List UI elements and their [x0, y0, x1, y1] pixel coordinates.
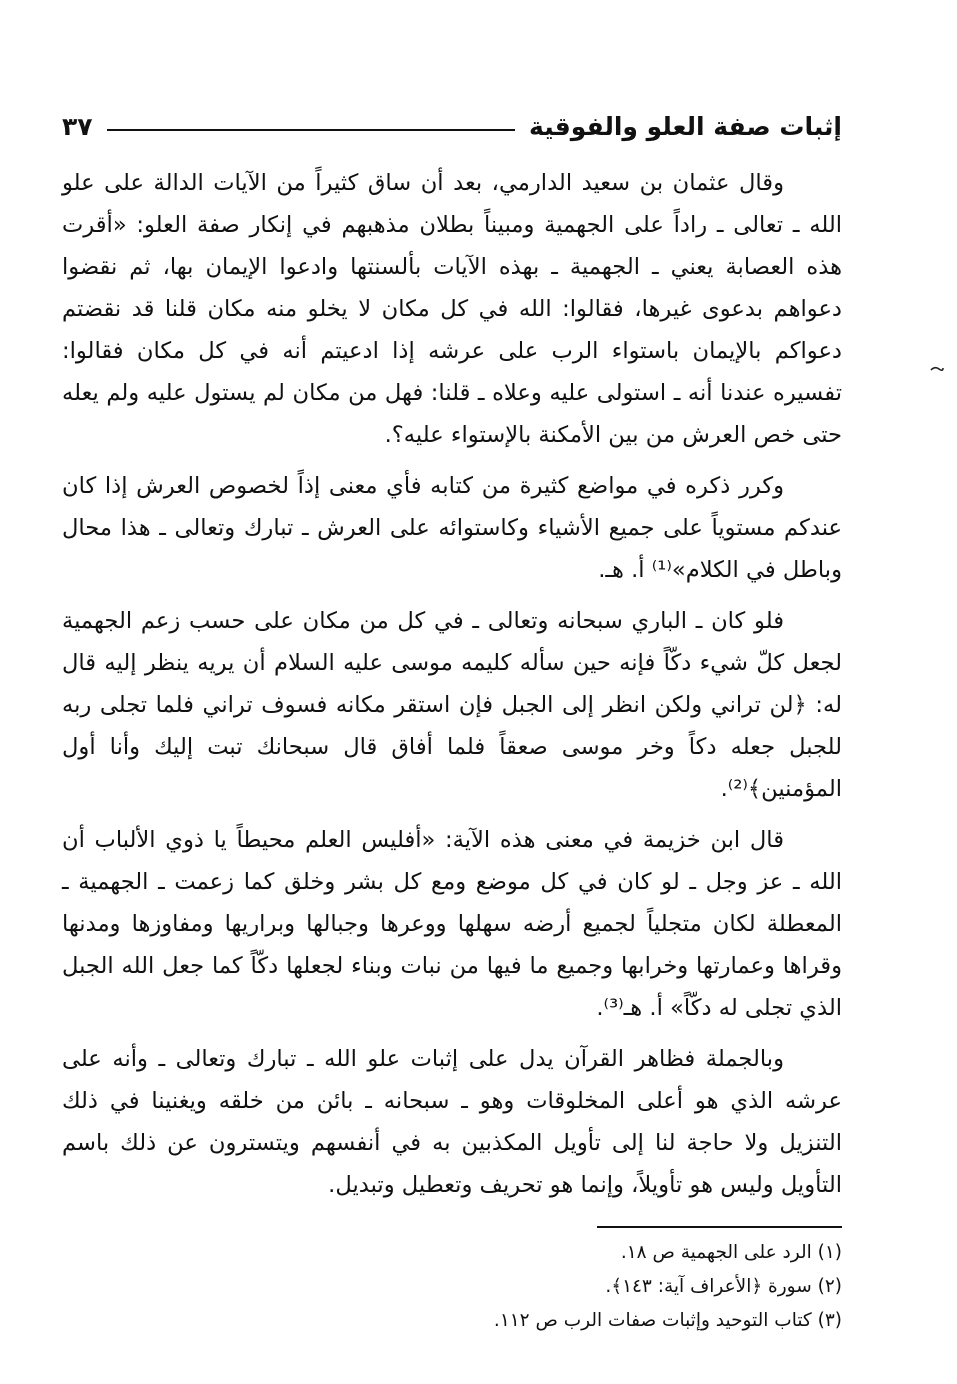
paragraph: فلو كان ـ الباري سبحانه وتعالى ـ في كل من مكان على حسب زعم الجهمية لجعل كلّ شيء دكّاً فإنه حين سأله كليمه موسى عليه السلام أن يريه ينظر إليه قال له: ﴿لن تراني ولكن انظر إلى الجبل فإن استقر مكانه فسوف تراني فلما تجلى ربه للجبل جعله دكاً وخر موسى صعقاً فلما أفاق قال سبحانك تبت إليك وأنا أول المؤمنين﴾⁽²⁾. — [62, 608, 842, 802]
paragraph: وكرر ذكره في مواضع كثيرة من كتابه فأي معنى إذاً لخصوص العرش إذا كان عندكم مستوياً على جميع الأشياء وكاستوائه على العرش ـ تبارك وتعالى ـ هذا محال وباطل في الكلام»⁽¹⁾ أ. هـ. — [62, 473, 842, 583]
running-title: إثبات صفة العلو والفوقية — [529, 111, 842, 141]
document-page — [62, 104, 842, 1331]
footnote: (٢) سورة ﴿الأعراف آية: ١٤٣﴾. — [605, 1276, 842, 1297]
footnotes — [62, 1236, 842, 1338]
footnote: (١) الرد على الجهمية ص ١٨. — [620, 1242, 842, 1263]
paragraph: وبالجملة فظاهر القرآن يدل على إثبات علو الله ـ تبارك وتعالى ـ وأنه على عرشه الذي هو أعلى المخلوقات وهو ـ سبحانه ـ بائن من خلقه ويغنينا في ذلك التنزيل ولا حاجة لنا إلى تأويل المكذبين به في أنفسهم ويتسترون عن ذلك باسم التأويل وليس هو تأويلاً، وإنما هو تحريف وتعطيل وتبديل. — [62, 1046, 842, 1198]
paragraph: وقال عثمان بن سعيد الدارمي، بعد أن ساق كثيراً من الآيات الدالة على علو الله ـ تعالى ـ راداً على الجهمية ومبيناً بطلان مذهبهم في إنكار صفة العلو: «أقرت هذه العصابة يعني ـ الجهمية ـ بهذه الآيات بألسنتها وادعوا الإيمان بها، ثم نقضوا دعواهم بدعوى غيرها، فقالوا: الله في كل مكان لا يخلو منه مكان قلنا قد نقضتم دعواكم بالإيمان باستواء الرب على عرشه إذا ادعيتم أنه في كل مكان فقالوا: تفسيره عندنا أنه ـ استولى عليه وعلاه ـ قلنا: فهل من مكان لم يستول عليه ولم يعله حتى خص العرش من بين الأمكنة بالإستواء عليه؟. — [62, 170, 842, 448]
footnote-divider — [597, 1226, 842, 1228]
footnote: (٣) كتاب التوحيد وإثبات صفات الرب ص ١١٢. — [493, 1310, 842, 1331]
paragraph: قال ابن خزيمة في معنى هذه الآية: «أفليس العلم محيطاً يا ذوي الألباب أن الله ـ عز وجل ـ لو كان في كل موضع ومع كل بشر وخلق كما زعمت ـ الجهمية ـ المعطلة لكان متجلياً لجميع أرضه سهلها ووعرها وجبالها وبراريها ومفاوزها ومدنها وقراها وعمارتها وخرابها وجميع ما فيها من نبات وبناء لجعلها دكّاً كما جعل الله الجبل الذي تجلى له دكّاً» أ. هـ⁽³⁾. — [62, 827, 842, 1021]
page-number: ٣٧ — [62, 111, 93, 141]
page-header — [62, 104, 842, 148]
margin-mark — [930, 364, 944, 374]
body-text — [62, 162, 842, 1206]
header-rule — [107, 129, 516, 131]
